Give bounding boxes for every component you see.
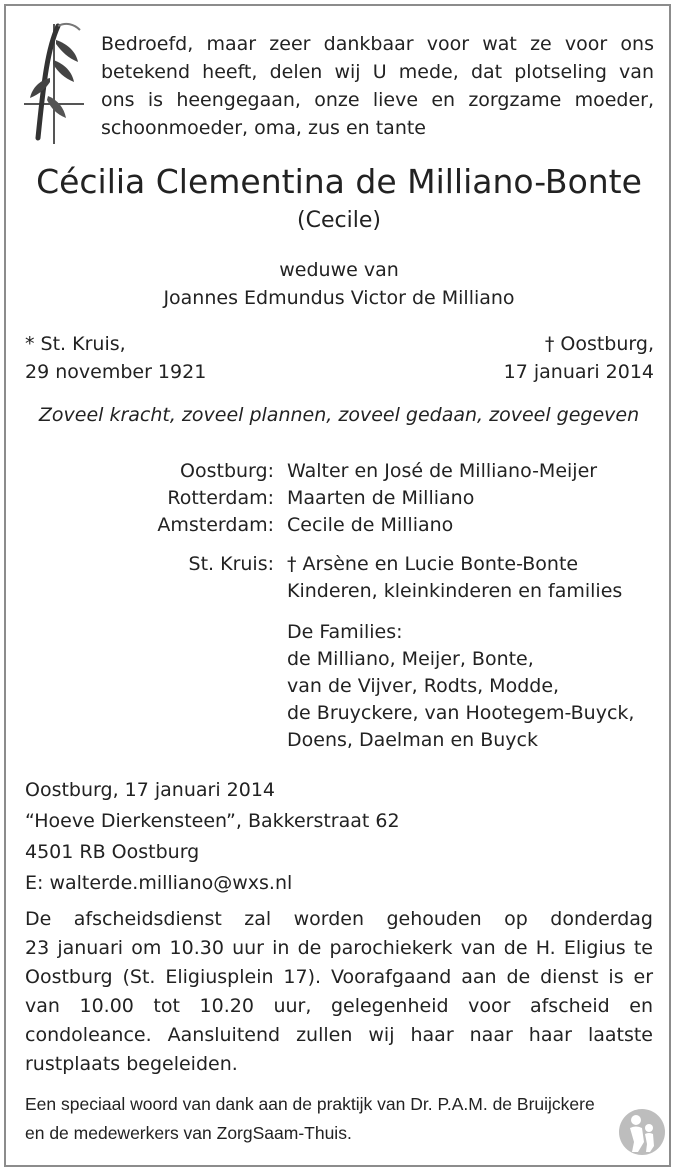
service-info (25, 905, 653, 1079)
email-address: E: walterde.milliano@wxs.nl (25, 872, 293, 894)
death-info (504, 330, 654, 386)
family-place: Amsterdam: (157, 514, 274, 536)
family-members: de Bruyckere, van Hootegem-Buyck, (287, 702, 635, 724)
family-row (0, 458, 678, 485)
family-row (0, 551, 678, 578)
correspondence-address (25, 775, 400, 899)
intro-text (101, 30, 654, 142)
family-members: Maarten de Milliano (287, 487, 475, 509)
family-members: Doens, Daelman en Buyck (287, 729, 538, 751)
thanks-line: en de medewerkers van ZorgSaam-Thuis. (25, 1123, 352, 1143)
cross-with-wheat-icon (18, 18, 90, 148)
family-members: Cecile de Milliano (287, 514, 454, 536)
family-row (0, 700, 678, 727)
family-row (0, 646, 678, 673)
service-line: rustplaats begeleiden. (25, 1053, 238, 1075)
widow-line: weduwe van (279, 259, 399, 281)
family-row (0, 619, 678, 646)
deceased-nickname: (Cecile) (297, 208, 381, 233)
family-row (0, 673, 678, 700)
death-place: † Oostburg, (544, 333, 654, 355)
family-place: St. Kruis: (188, 553, 274, 575)
intro-line: Bedroefd, maar zeer dankbaar voor wat ze voor ons (101, 33, 654, 55)
deceased-name: Cécilia Clementina de Milliano-Bonte (36, 162, 642, 201)
intro-line: schoonmoeder, oma, zus en tante (101, 117, 426, 139)
family-row (0, 485, 678, 512)
service-line: Oostburg (St. Eligiusplein 17). Voorafgaand aan de dienst is er (25, 966, 653, 988)
death-date: 17 januari 2014 (503, 361, 654, 383)
family-row (0, 727, 678, 754)
family-row (0, 578, 678, 605)
family-members: Walter en José de Milliano-Meijer (287, 460, 598, 482)
family-members: de Milliano, Meijer, Bonte, (287, 648, 534, 670)
widow-of (0, 256, 678, 312)
service-line: 23 januari om 10.30 uur in de parochiekerk van de H. Eligius te (25, 937, 653, 959)
family-members: van de Vijver, Rodts, Modde, (287, 675, 560, 697)
family-members: Kinderen, kleinkinderen en families (287, 580, 623, 602)
address-line: “Hoeve Dierkensteen”, Bakkerstraat 62 (25, 810, 400, 832)
motto: Zoveel kracht, zoveel plannen, zoveel gedaan, zoveel gegeven (38, 404, 640, 426)
publisher-logo-icon (618, 1108, 666, 1156)
thanks-line: Een speciaal woord van dank aan de praktijk van Dr. P.A.M. de Bruijckere (25, 1094, 595, 1114)
birth-date: 29 november 1921 (25, 361, 207, 383)
family-row (0, 512, 678, 539)
birth-place: * St. Kruis, (25, 333, 126, 355)
service-line: condoleance. Aansluitend zullen wij haar naar haar laatste (25, 1024, 653, 1046)
service-line: De afscheidsdienst zal worden gehouden op donderdag (25, 908, 653, 930)
birth-info (25, 330, 206, 386)
family-place: Oostburg: (180, 460, 274, 482)
families-heading: De Families: (287, 621, 403, 643)
thanks-note (25, 1090, 595, 1148)
intro-line: ons is heengegaan, onze lieve en zorgzame moeder, (101, 89, 654, 111)
family-members: † Arsène en Lucie Bonte-Bonte (287, 553, 579, 575)
spouse-name: Joannes Edmundus Victor de Milliano (163, 287, 515, 309)
address-line: 4501 RB Oostburg (25, 841, 200, 863)
intro-line: betekend heeft, delen wij U mede, dat plotseling van (101, 61, 654, 83)
address-line: Oostburg, 17 januari 2014 (25, 779, 275, 801)
service-line: van 10.00 tot 10.20 uur, gelegenheid voor afscheid en (25, 995, 653, 1017)
family-place: Rotterdam: (167, 487, 274, 509)
